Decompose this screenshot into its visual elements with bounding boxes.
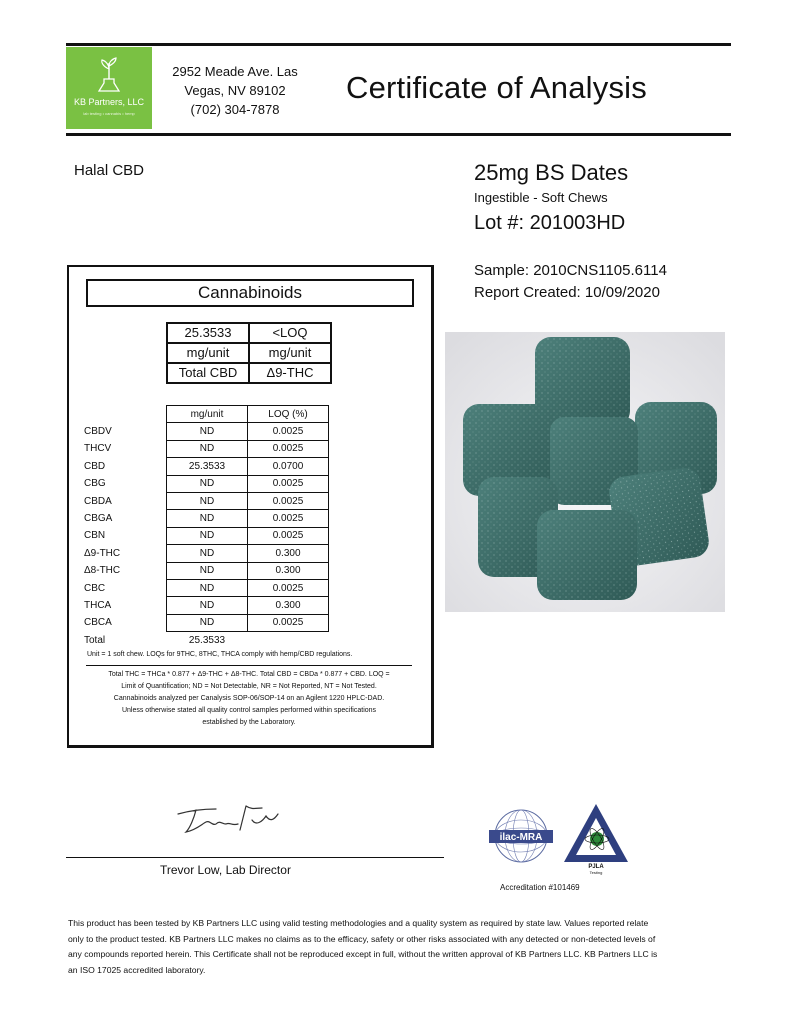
- summary-thc-value: <LOQ: [249, 323, 331, 343]
- cannabinoid-row: [84, 614, 329, 631]
- cannabinoid-row: [84, 492, 329, 509]
- analyte-name: CBGA: [84, 513, 113, 525]
- analyte-result: ND: [167, 545, 248, 562]
- total-value: 25.3533: [188, 634, 226, 646]
- total-empty-cell: [248, 632, 329, 649]
- pjla-logo-subtext: Testing: [589, 870, 603, 875]
- analyte-loq: 0.0025: [248, 440, 329, 457]
- analyte-result: ND: [167, 423, 248, 440]
- summary-thc-unit: mg/unit: [249, 343, 331, 363]
- analyte-result: ND: [167, 527, 248, 544]
- analyte-loq: 0.0700: [248, 458, 329, 475]
- analyte-name: CBDA: [84, 495, 112, 507]
- product-photo: [445, 332, 725, 612]
- address-line-2: Vegas, NV 89102: [184, 83, 286, 98]
- report-date: Report Created: 10/09/2020: [474, 284, 660, 301]
- analyte-name: CBDV: [84, 426, 112, 438]
- summary-thc-label: Δ9-THC: [249, 363, 331, 383]
- lab-logo-name: KB Partners, LLC: [73, 97, 145, 107]
- cannabinoid-row: [84, 597, 329, 614]
- analyte-result: ND: [167, 440, 248, 457]
- product-type: Ingestible - Soft Chews: [474, 190, 608, 205]
- lab-logo: [66, 47, 152, 129]
- cannabinoid-row: [84, 545, 329, 562]
- director-signature: [172, 800, 282, 840]
- note-line: Total THC = THCa * 0.877 + Δ9-THC + Δ8-THC. Total CBD = CBDa * 0.877 + CBD. LOQ =: [108, 671, 390, 678]
- analyte-loq: 0.0025: [248, 527, 329, 544]
- address-line-1: 2952 Meade Ave. Las: [172, 64, 298, 79]
- analyte-loq: 0.300: [248, 597, 329, 614]
- analyte-name: Δ8-THC: [84, 565, 121, 577]
- cannabinoid-row: [84, 510, 329, 527]
- analyte-name: THCV: [84, 443, 112, 455]
- total-row: [84, 632, 329, 649]
- lab-phone: (702) 304-7878: [190, 102, 280, 117]
- analyte-result: ND: [167, 510, 248, 527]
- client-name: Halal CBD: [74, 162, 145, 179]
- cannabinoid-row: [84, 562, 329, 579]
- analyte-loq: 0.300: [248, 545, 329, 562]
- gummy-chew: [537, 510, 637, 600]
- director-name: Trevor Low, Lab Director: [160, 863, 291, 877]
- disclaimer-line: only to the product tested. KB Partners LLC makes no claims as to the efficacy, safety or other risks associated with any detected or non-detected levels of: [68, 933, 656, 944]
- cannabinoids-heading: Cannabinoids: [86, 279, 414, 307]
- summary-cbd-label: Total CBD: [167, 363, 249, 383]
- product-name: 25mg BS Dates: [474, 160, 629, 185]
- note-line: Limit of Quantification; ND = Not Detectable, NR = Not Reported, NT = Not Tested.: [121, 683, 377, 690]
- analyte-name: Δ9-THC: [84, 547, 121, 559]
- cannabinoid-row: [84, 475, 329, 492]
- analyte-result: 25.3533: [167, 458, 248, 475]
- analyte-result: ND: [167, 492, 248, 509]
- analyte-loq: 0.0025: [248, 579, 329, 596]
- unit-note: Unit = 1 soft chew. LOQs for 9THC, 8THC, THCA comply with hemp/CBD regulations.: [87, 651, 353, 658]
- cannabinoid-row: [84, 579, 329, 596]
- cannabinoid-row: [84, 440, 329, 457]
- analyte-name: CBG: [84, 478, 106, 490]
- note-line: established by the Laboratory.: [202, 719, 296, 726]
- summary-cbd-value: 25.3533: [167, 323, 249, 343]
- analyte-name: THCA: [84, 599, 112, 611]
- cannabinoid-row: [84, 423, 329, 440]
- analyte-result: ND: [167, 562, 248, 579]
- results-header-row: [84, 406, 329, 423]
- col-header-result: mg/unit: [167, 406, 248, 423]
- disclaimer: [68, 916, 724, 978]
- lab-logo-tagline: lab testing • cannabis • hemp: [83, 111, 135, 116]
- pjla-logo-text: PJLA: [588, 864, 604, 870]
- total-label: Total: [84, 634, 106, 646]
- method-notes: [86, 665, 412, 729]
- disclaimer-line: This product has been tested by KB Partners LLC using valid testing methodologies and a quality system as required by state law. Values reported relate: [68, 918, 649, 928]
- ilac-logo-text: ilac-MRA: [499, 832, 543, 843]
- lot-number: Lot #: 201003HD: [474, 212, 626, 234]
- analyte-result: ND: [167, 597, 248, 614]
- col-header-loq: LOQ (%): [248, 406, 329, 423]
- signature-line: [66, 857, 444, 858]
- sample-id: Sample: 2010CNS1105.6114: [474, 262, 667, 279]
- analyte-result: ND: [167, 475, 248, 492]
- summary-table: [166, 322, 332, 384]
- accreditation-number: Accreditation #101469: [500, 883, 580, 892]
- cannabinoid-row: [84, 458, 329, 475]
- cannabinoid-row: [84, 527, 329, 544]
- header-top-rule: [66, 43, 731, 46]
- analyte-loq: 0.300: [248, 562, 329, 579]
- header-bottom-rule: [66, 133, 731, 136]
- analyte-loq: 0.0025: [248, 475, 329, 492]
- plant-flask-icon: [96, 57, 122, 93]
- ilac-mra-logo: [485, 808, 557, 864]
- note-line: Cannabinoids analyzed per Canalysis SOP-06/SOP-14 on an Agilent 1220 HPLC-DAD.: [113, 695, 385, 702]
- lab-address: [160, 62, 310, 119]
- document-title: Certificate of Analysis: [346, 70, 647, 105]
- analyte-loq: 0.0025: [248, 510, 329, 527]
- analyte-name: CBCA: [84, 617, 112, 629]
- analyte-loq: 0.0025: [248, 614, 329, 631]
- summary-cbd-unit: mg/unit: [167, 343, 249, 363]
- analyte-loq: 0.0025: [248, 423, 329, 440]
- analyte-result: ND: [167, 614, 248, 631]
- cannabinoid-results-table: [84, 405, 329, 648]
- note-line: Unless otherwise stated all quality control samples performed within specifications: [121, 707, 377, 714]
- analyte-loq: 0.0025: [248, 492, 329, 509]
- disclaimer-line: any compounds reported herein. This Certificate shall not be reproduced except in full, without the written approval of KB Partners LLC. KB Partners LLC is: [68, 949, 658, 959]
- analyte-name: CBC: [84, 582, 106, 594]
- analyte-name: CBD: [84, 460, 106, 472]
- analyte-result: ND: [167, 579, 248, 596]
- analyte-name: CBN: [84, 530, 106, 542]
- pjla-testing-logo: [560, 800, 632, 875]
- disclaimer-line: an ISO 17025 accredited laboratory.: [68, 964, 206, 975]
